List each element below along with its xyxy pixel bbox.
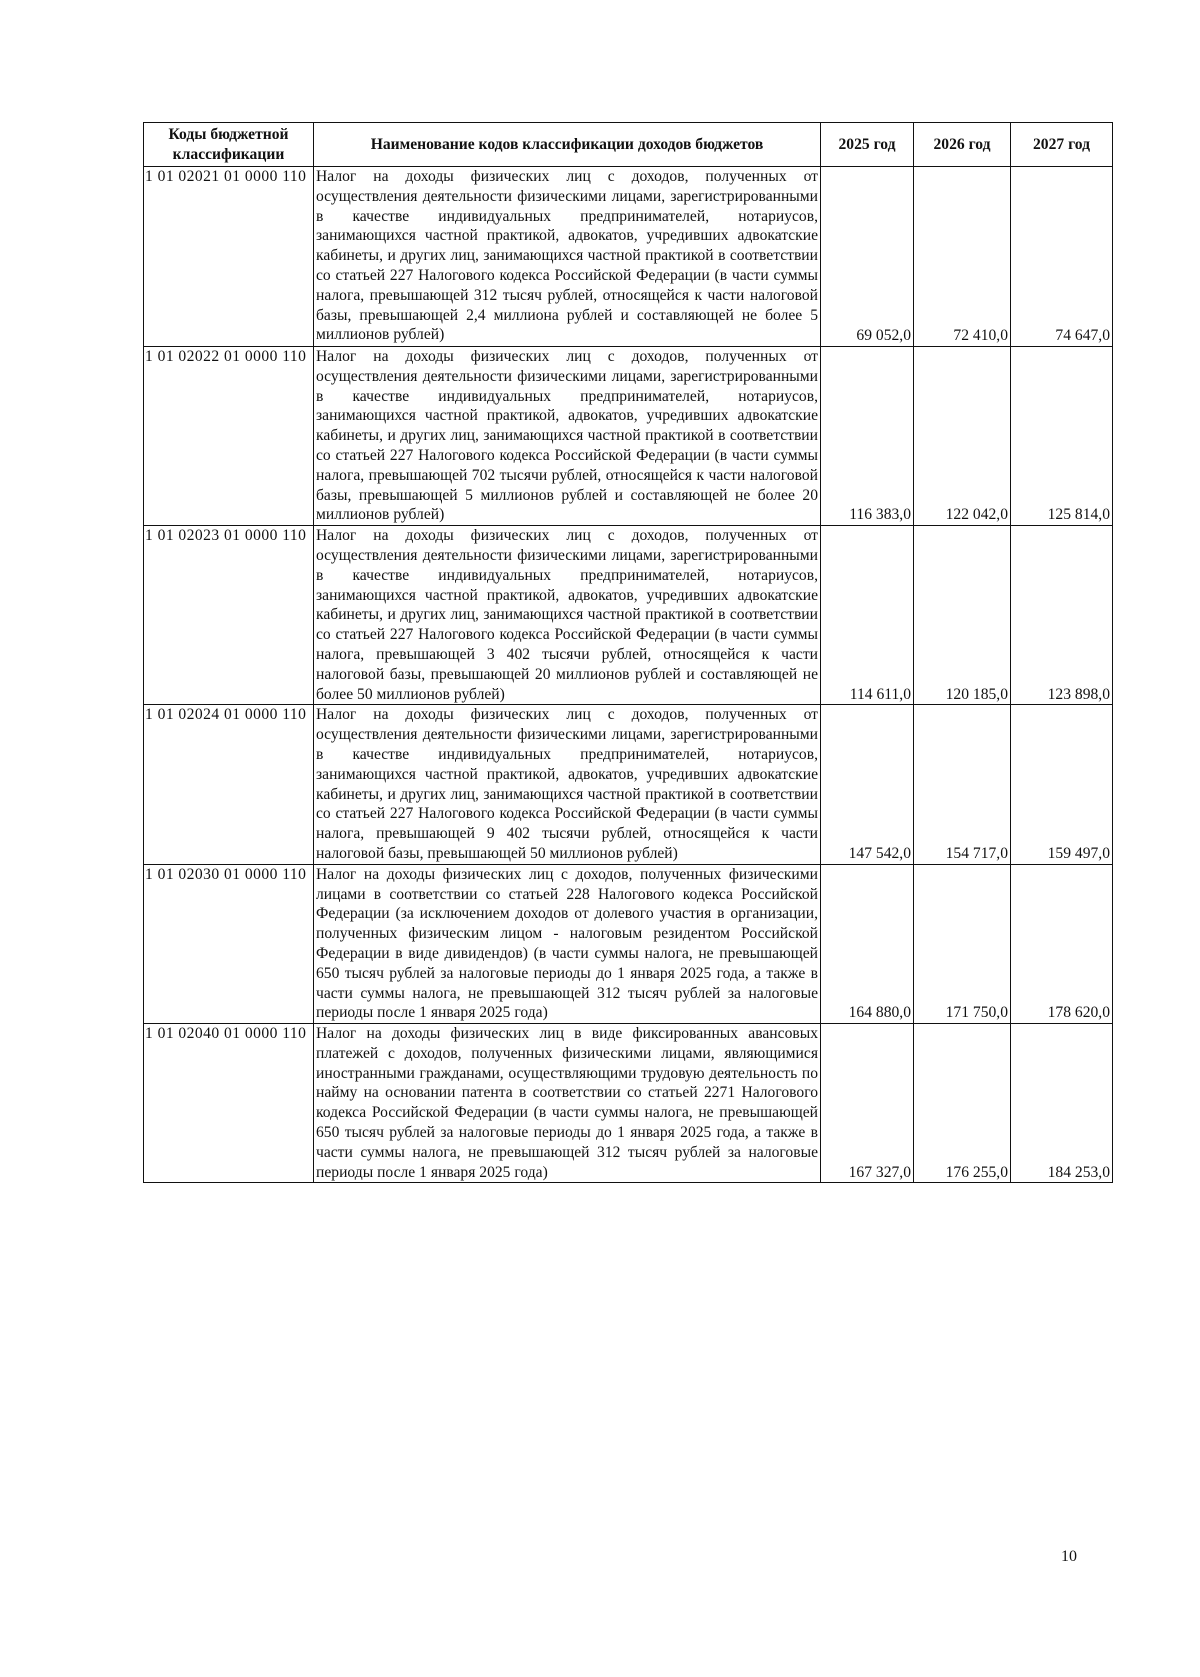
value-2026: 171 750,0	[914, 864, 1011, 1023]
column-header-name: Наименование кодов классификации доходов бюджетов	[314, 123, 821, 167]
table-row	[144, 1024, 1113, 1183]
table-header-row	[144, 123, 1113, 167]
value-2026: 120 185,0	[914, 526, 1011, 705]
budget-code: 1 01 02023 01 0000 110	[144, 526, 314, 705]
column-header-year-2026: 2026 год	[914, 123, 1011, 167]
value-2027: 74 647,0	[1011, 167, 1113, 347]
value-2026: 72 410,0	[914, 167, 1011, 347]
value-2027: 159 497,0	[1011, 705, 1113, 864]
value-2027: 184 253,0	[1011, 1024, 1113, 1183]
value-2026: 176 255,0	[914, 1024, 1011, 1183]
value-2025: 116 383,0	[821, 347, 914, 526]
budget-code: 1 01 02030 01 0000 110	[144, 864, 314, 1023]
budget-code: 1 01 02040 01 0000 110	[144, 1024, 314, 1183]
table-row	[144, 526, 1113, 705]
table-row	[144, 347, 1113, 526]
revenue-name: Налог на доходы физических лиц в виде фиксированных авансовых платежей с доходов, полученных физическими лицами, являющимися иностранными гражданами, осуществляющими трудовую деятельность по найму на основании патента в соответствии со статьей 2271 Налогового кодекса Российской Федерации (в части суммы налога, не превышающей 650 тысяч рублей за налоговые периоды до 1 января 2025 года, а также в части суммы налога, не превышающей 312 тысяч рублей за налоговые периоды после 1 января 2025 года)	[314, 1024, 821, 1183]
value-2026: 122 042,0	[914, 347, 1011, 526]
value-2025: 167 327,0	[821, 1024, 914, 1183]
value-2025: 69 052,0	[821, 167, 914, 347]
value-2027: 125 814,0	[1011, 347, 1113, 526]
page-number: 10	[1061, 1548, 1077, 1565]
revenue-name: Налог на доходы физических лиц с доходов, полученных от осуществления деятельности физическими лицами, зарегистрированными в качестве индивидуальных предпринимателей, нотариусов, занимающихся частной практикой, адвокатов, учредивших адвокатские кабинеты, и других лиц, занимающихся частной практикой в соответствии со статьей 227 Налогового кодекса Российской Федерации (в части суммы налога, превышающей 3 402 тысячи рублей, относящейся к части налоговой базы, превышающей 20 миллионов рублей и составляющей не более 50 миллионов рублей)	[314, 526, 821, 705]
budget-revenue-table	[143, 122, 1113, 1183]
value-2027: 123 898,0	[1011, 526, 1113, 705]
value-2025: 147 542,0	[821, 705, 914, 864]
budget-code: 1 01 02021 01 0000 110	[144, 167, 314, 347]
revenue-name: Налог на доходы физических лиц с доходов, полученных от осуществления деятельности физическими лицами, зарегистрированными в качестве индивидуальных предпринимателей, нотариусов, занимающихся частной практикой, адвокатов, учредивших адвокатские кабинеты, и других лиц, занимающихся частной практикой в соответствии со статьей 227 Налогового кодекса Российской Федерации (в части суммы налога, превышающей 702 тысячи рублей, относящейся к части налоговой базы, превышающей 5 миллионов рублей и составляющей не более 20 миллионов рублей)	[314, 347, 821, 526]
table-row	[144, 864, 1113, 1023]
budget-code: 1 01 02022 01 0000 110	[144, 347, 314, 526]
column-header-code: Коды бюджетной классификации	[144, 123, 314, 167]
value-2025: 164 880,0	[821, 864, 914, 1023]
budget-code: 1 01 02024 01 0000 110	[144, 705, 314, 864]
table-row	[144, 167, 1113, 347]
value-2027: 178 620,0	[1011, 864, 1113, 1023]
value-2025: 114 611,0	[821, 526, 914, 705]
revenue-name: Налог на доходы физических лиц с доходов, полученных от осуществления деятельности физическими лицами, зарегистрированными в качестве индивидуальных предпринимателей, нотариусов, занимающихся частной практикой, адвокатов, учредивших адвокатские кабинеты, и других лиц, занимающихся частной практикой в соответствии со статьей 227 Налогового кодекса Российской Федерации (в части суммы налога, превышающей 9 402 тысячи рублей, относящейся к части налоговой базы, превышающей 50 миллионов рублей)	[314, 705, 821, 864]
revenue-name: Налог на доходы физических лиц с доходов, полученных физическими лицами в соответствии со статьей 228 Налогового кодекса Российской Федерации (за исключением доходов от долевого участия в организации, полученных физическим лицом - налоговым резидентом Российской Федерации в виде дивидендов) (в части суммы налога, не превышающей 650 тысяч рублей за налоговые периоды до 1 января 2025 года, а также в части суммы налога, не превышающей 312 тысяч рублей за налоговые периоды после 1 января 2025 года)	[314, 864, 821, 1023]
value-2026: 154 717,0	[914, 705, 1011, 864]
table-row	[144, 705, 1113, 864]
column-header-year-2025: 2025 год	[821, 123, 914, 167]
revenue-name: Налог на доходы физических лиц с доходов, полученных от осуществления деятельности физическими лицами, зарегистрированными в качестве индивидуальных предпринимателей, нотариусов, занимающихся частной практикой, адвокатов, учредивших адвокатские кабинеты, и других лиц, занимающихся частной практикой в соответствии со статьей 227 Налогового кодекса Российской Федерации (в части суммы налога, превышающей 312 тысяч рублей, относящейся к части налоговой базы, превышающей 2,4 миллиона рублей и составляющей не более 5 миллионов рублей)	[314, 167, 821, 347]
column-header-year-2027: 2027 год	[1011, 123, 1113, 167]
